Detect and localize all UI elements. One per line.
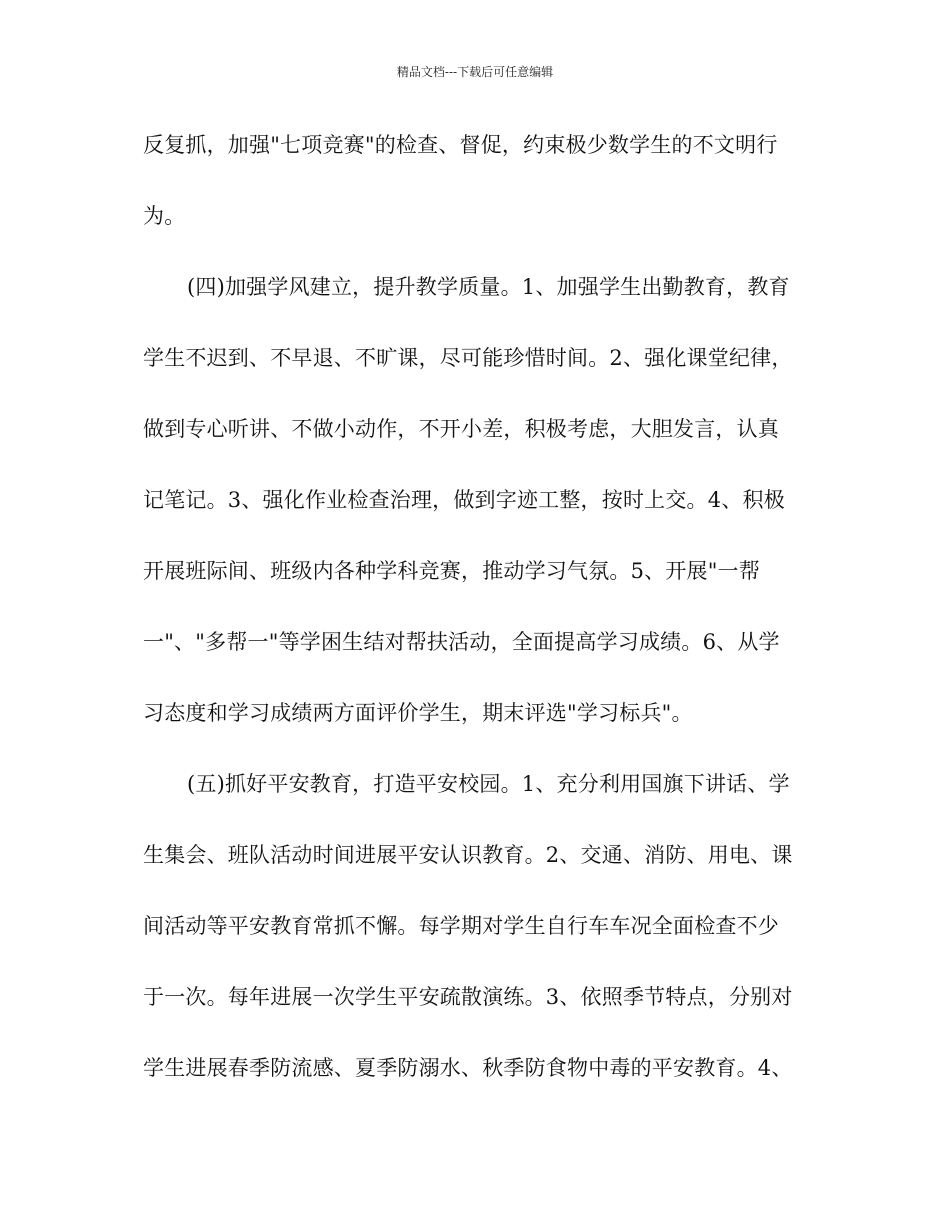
text-line: 学生不迟到、不早退、不旷课，尽可能珍惜时间。2、强化课堂纪律， — [143, 346, 793, 370]
text-line: 习态度和学习成绩两方面评价学生，期末评选"学习标兵"。 — [143, 701, 693, 725]
text-line: 开展班际间、班级内各种学科竞赛，推动学习气氛。5、开展"一帮 — [143, 559, 761, 583]
text-line: 做到专心听讲、不做小动作，不开小差，积极考虑，大胆发言，认真 — [143, 417, 779, 441]
section-five-heading-line: (五)抓好平安教育，打造平安校园。1、充分利用国旗下讲话、学 — [187, 772, 790, 796]
text-line: 生集会、班队活动时间进展平安认识教育。2、交通、消防、用电、课 — [143, 843, 793, 867]
section-four-heading-line: (四)加强学风建立，提升教学质量。1、加强学生出勤教育，教育 — [187, 275, 790, 299]
text-line: 于一次。每年进展一次学生平安疏散演练。3、依照季节特点，分别对 — [143, 985, 793, 1009]
page-header: 精品文档---下载后可任意编辑 — [396, 65, 554, 79]
text-line: 反复抓，加强"七项竞赛"的检查、督促，约束极少数学生的不文明行 — [143, 133, 778, 157]
text-line: 间活动等平安教育常抓不懈。每学期对学生自行车车况全面检查不少 — [143, 914, 779, 938]
document-body — [143, 123, 813, 1117]
text-line: 为。 — [143, 204, 186, 228]
text-line: 学生进展春季防流感、夏季防溺水、秋季防食物中毒的平安教育。4、 — [143, 1056, 793, 1080]
text-line: 记笔记。3、强化作业检查治理，做到字迹工整，按时上交。4、积极 — [143, 488, 785, 512]
text-line: 一"、"多帮一"等学困生结对帮扶活动，全面提高学习成绩。6、从学 — [143, 630, 780, 654]
